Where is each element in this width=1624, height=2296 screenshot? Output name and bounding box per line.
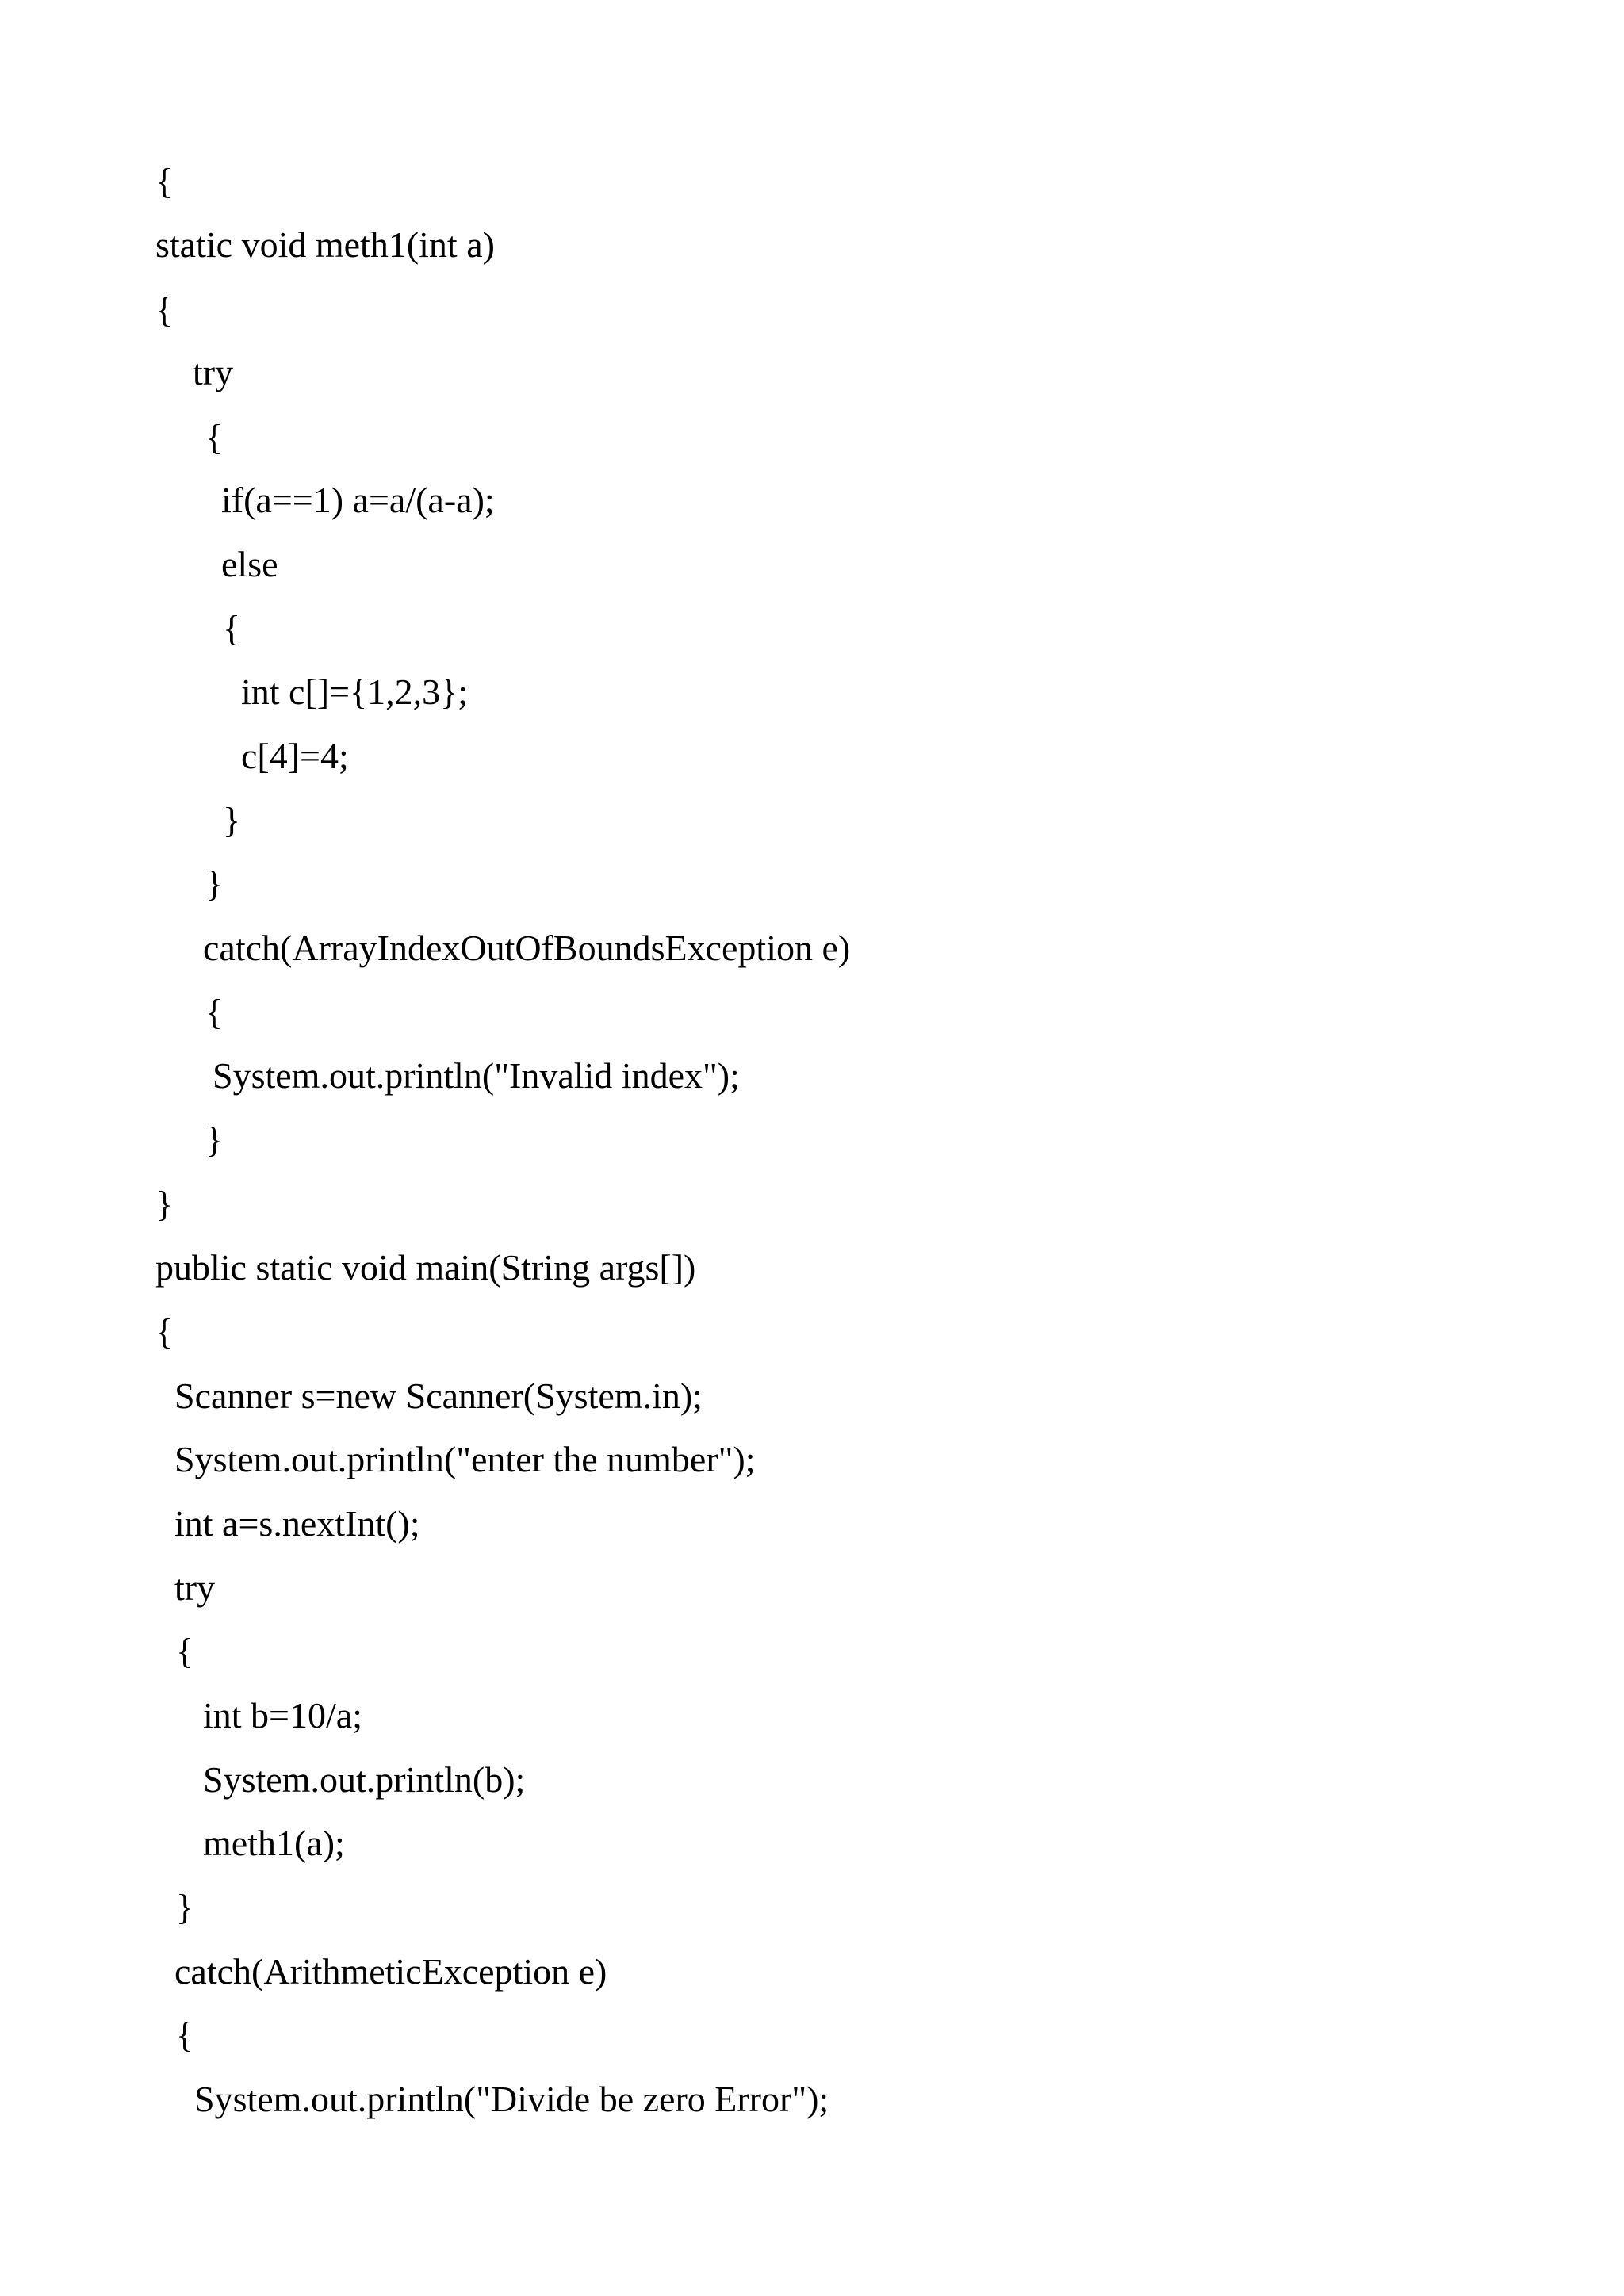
code-line: } [205,1119,224,1160]
code-line: { [223,608,241,649]
code-line: if(a==1) a=a/(a-a); [221,480,495,520]
code-line: meth1(a); [203,1823,345,1863]
code-line: try [193,352,234,392]
code-line: System.out.println("enter the number"); [174,1439,756,1479]
code-line: } [155,1184,174,1224]
code-line: int c[]={1,2,3}; [241,672,468,712]
code-line: Scanner s=new Scanner(System.in); [174,1376,703,1416]
code-line: { [205,992,224,1032]
code-line: { [176,2015,194,2055]
code-line: int a=s.nextInt(); [174,1503,420,1544]
code-line: { [155,1311,174,1352]
code-line: System.out.println("Divide be zero Error"); [194,2079,829,2119]
code-line: System.out.println(b); [203,1759,526,1800]
code-line: c[4]=4; [241,736,349,776]
code-line: else [221,544,278,584]
code-line: } [223,800,241,840]
code-line: { [176,1631,194,1671]
code-line: catch(ArrayIndexOutOfBoundsException e) [203,928,851,968]
code-line: catch(ArithmeticException e) [174,1951,607,1992]
code-line: System.out.println("Invalid index"); [213,1055,740,1096]
code-line: } [205,863,224,904]
code-line: static void meth1(int a) [155,224,495,265]
code-line: int b=10/a; [203,1695,362,1735]
code-line: { [155,161,174,201]
code-line: try [174,1567,216,1608]
code-line: } [176,1887,194,1927]
code-line: public static void main(String args[]) [155,1247,696,1288]
code-line: { [205,417,224,457]
code-line: { [155,289,174,330]
